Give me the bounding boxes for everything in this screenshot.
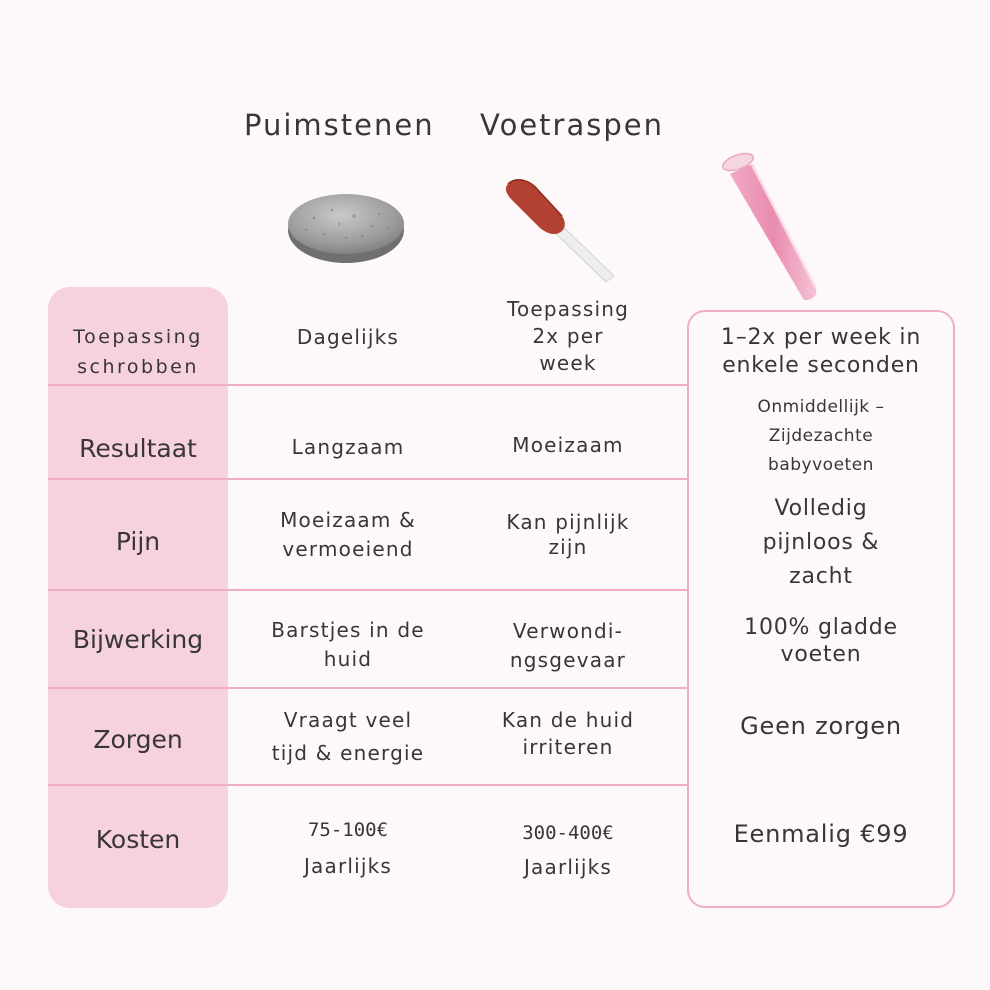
row-label-zorgen: Zorgen xyxy=(93,725,183,754)
electric-foot-file-icon xyxy=(716,148,840,308)
cell-puimstenen-kosten: 75-100€ Jaarlijks xyxy=(303,819,393,878)
row-divider xyxy=(48,589,688,591)
row-label-resultaat: Resultaat xyxy=(79,434,197,463)
cell-puimstenen-resultaat: Langzaam xyxy=(291,435,405,459)
cell-voetraspen-resultaat: Moeizaam xyxy=(512,433,624,457)
cell-product-resultaat: Onmiddellijk – Zijdezachte babyvoeten xyxy=(757,397,885,475)
cell-product-bijwerking: 100% gladde voeten xyxy=(744,615,898,667)
foot-file-icon xyxy=(496,176,626,288)
row-divider xyxy=(48,478,688,480)
row-divider xyxy=(48,687,688,689)
cell-voetraspen-kosten: 300-400€ Jaarlijks xyxy=(522,822,614,879)
row-divider xyxy=(48,784,688,786)
cell-product-pijn: Volledig pijnloos & zacht xyxy=(762,496,880,589)
cell-puimstenen-pijn: Moeizaam & vermoeiend xyxy=(280,508,416,561)
cell-product-toepassing: 1–2x per week in enkele seconden xyxy=(720,325,922,378)
row-label-pijn: Pijn xyxy=(115,527,161,556)
cell-puimstenen-bijwerking: Barstjes in de huid xyxy=(271,618,425,671)
cell-puimstenen-toepassing: Dagelijks xyxy=(296,325,400,349)
cell-voetraspen-pijn: Kan pijnlijk zijn xyxy=(506,510,630,559)
column-header-voetraspen: Voetraspen xyxy=(480,108,664,142)
cell-puimstenen-zorgen: Vraagt veel tijd & energie xyxy=(271,708,425,765)
cell-voetraspen-bijwerking: Verwondi- ngsgevaar xyxy=(509,619,627,672)
row-label-kosten: Kosten xyxy=(95,825,181,854)
row-divider xyxy=(48,384,688,386)
cell-product-zorgen: Geen zorgen xyxy=(740,712,902,740)
cell-product-kosten: Eenmalig €99 xyxy=(733,820,909,848)
cell-voetraspen-toepassing: Toepassing 2x per week xyxy=(506,297,630,375)
pumice-stone-icon xyxy=(284,188,408,268)
cell-voetraspen-zorgen: Kan de huid irriteren xyxy=(501,708,635,759)
column-header-puimstenen: Puimstenen xyxy=(244,108,435,142)
row-label-toepassing-schrobben: Toepassing schrobben xyxy=(73,326,203,378)
row-label-bijwerking: Bijwerking xyxy=(72,625,204,654)
